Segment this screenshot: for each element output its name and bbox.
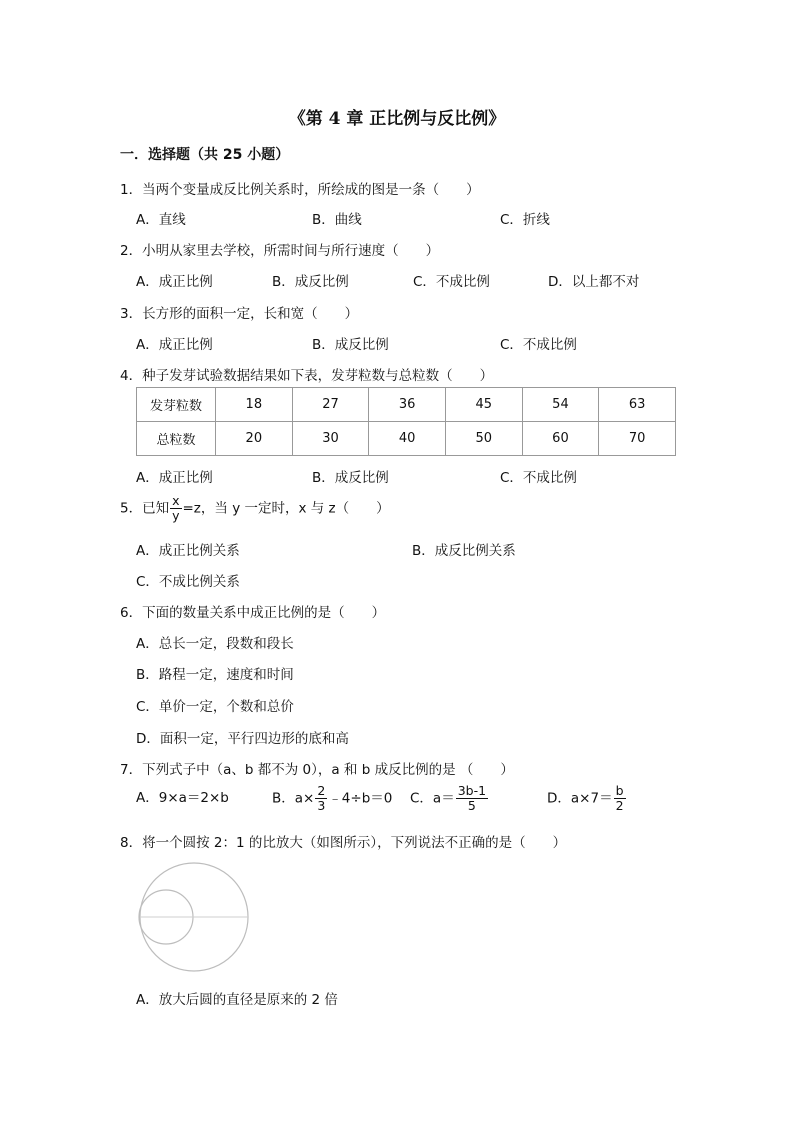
question-6-stem: 6．下面的数量关系中成正比例的是（ ） <box>120 605 386 621</box>
fraction-two-thirds <box>315 784 327 813</box>
question-6-option-c[interactable]: C．单价一定，个数和总价 <box>136 699 294 715</box>
table-cell: 70 <box>599 422 676 456</box>
question-5-stem <box>120 494 390 523</box>
fraction-b-over-2 <box>614 784 626 813</box>
section-heading: 一．选择题（共 25 小题） <box>120 147 290 163</box>
question-4-option-b[interactable]: B．成反比例 <box>312 470 389 486</box>
table-cell: 45 <box>445 388 522 422</box>
fraction-numerator: x <box>172 493 180 508</box>
question-8-stem: 8．将一个圆按 2：1 的比放大（如图所示），下列说法不正确的是（ ） <box>120 835 567 851</box>
question-2-option-d[interactable]: D．以上都不对 <box>548 274 640 290</box>
question-2-option-c[interactable]: C．不成比例 <box>413 274 490 290</box>
table-row <box>137 388 676 422</box>
question-3-option-c[interactable]: C．不成比例 <box>500 337 577 353</box>
question-4-option-c[interactable]: C．不成比例 <box>500 470 577 486</box>
option-d-prefix: D．a×7＝ <box>547 790 613 807</box>
table-row <box>137 422 676 456</box>
table-cell: 60 <box>522 422 599 456</box>
question-3-stem: 3．长方形的面积一定，长和宽（ ） <box>120 306 359 322</box>
question-3-option-b[interactable]: B．成反比例 <box>312 337 389 353</box>
question-7-option-b[interactable] <box>272 784 392 813</box>
question-1-stem: 1．当两个变量成反比例关系时，所绘成的图是一条（ ） <box>120 182 480 198</box>
question-1-option-c[interactable]: C．折线 <box>500 212 550 228</box>
question-2-option-b[interactable]: B．成反比例 <box>272 274 349 290</box>
question-1-option-b[interactable]: B．曲线 <box>312 212 362 228</box>
question-7-option-d[interactable] <box>547 784 627 813</box>
fraction-denominator: y <box>172 508 180 523</box>
question-4-stem: 4．种子发芽试验数据结果如下表，发芽粒数与总粒数（ ） <box>120 368 494 384</box>
question-6-option-a[interactable]: A．总长一定，段数和段长 <box>136 636 294 652</box>
table-cell: 18 <box>216 388 293 422</box>
fraction-numerator: 3b-1 <box>457 783 487 798</box>
fraction-denominator: 5 <box>467 798 476 813</box>
question-6-option-b[interactable]: B．路程一定，速度和时间 <box>136 667 294 683</box>
table-cell: 27 <box>292 388 369 422</box>
fraction-numerator: 2 <box>317 783 326 798</box>
question-5-option-b[interactable]: B．成反比例关系 <box>412 543 516 559</box>
fraction-x-over-y <box>170 494 181 523</box>
question-7-option-a[interactable]: A．9×a＝2×b <box>136 790 229 806</box>
page-title: 《第 4 章 正比例与反比例》 <box>288 109 506 129</box>
question-3-option-a[interactable]: A．成正比例 <box>136 337 213 353</box>
circle-enlargement-figure <box>136 860 252 976</box>
question-7-option-c[interactable] <box>410 784 489 813</box>
question-5-option-a[interactable]: A．成正比例关系 <box>136 543 240 559</box>
question-1-option-a[interactable]: A．直线 <box>136 212 186 228</box>
fraction-3b-minus-1-over-5 <box>456 784 488 813</box>
question-2-option-a[interactable]: A．成正比例 <box>136 274 213 290</box>
option-b-suffix: ﹣4÷b＝0 <box>328 790 393 807</box>
fraction-denominator: 2 <box>615 798 624 813</box>
table-cell: 40 <box>369 422 446 456</box>
fraction-numerator: b <box>615 783 624 798</box>
table-cell: 30 <box>292 422 369 456</box>
question-6-option-d[interactable]: D．面积一定，平行四边形的底和高 <box>136 731 349 747</box>
table-row-header: 发芽粒数 <box>137 388 216 422</box>
question-5-prefix: 5．已知 <box>120 500 170 517</box>
table-cell: 36 <box>369 388 446 422</box>
fraction-denominator: 3 <box>317 798 326 813</box>
table-row-header: 总粒数 <box>137 422 216 456</box>
table-cell: 50 <box>445 422 522 456</box>
question-7-stem: 7．下列式子中（a、b 都不为 0），a 和 b 成反比例的是 （ ） <box>120 762 514 778</box>
question-5-suffix: =z，当 y 一定时，x 与 z（ ） <box>182 500 390 517</box>
table-cell: 20 <box>216 422 293 456</box>
table-cell: 63 <box>599 388 676 422</box>
question-4-option-a[interactable]: A．成正比例 <box>136 470 213 486</box>
seed-germination-table <box>136 387 676 456</box>
option-b-prefix: B．a× <box>272 790 315 807</box>
question-2-stem: 2．小明从家里去学校，所需时间与所行速度（ ） <box>120 243 440 259</box>
question-8-option-a[interactable]: A．放大后圆的直径是原来的 2 倍 <box>136 992 338 1008</box>
table-cell: 54 <box>522 388 599 422</box>
option-c-prefix: C．a＝ <box>410 790 455 807</box>
question-5-option-c[interactable]: C．不成比例关系 <box>136 574 240 590</box>
